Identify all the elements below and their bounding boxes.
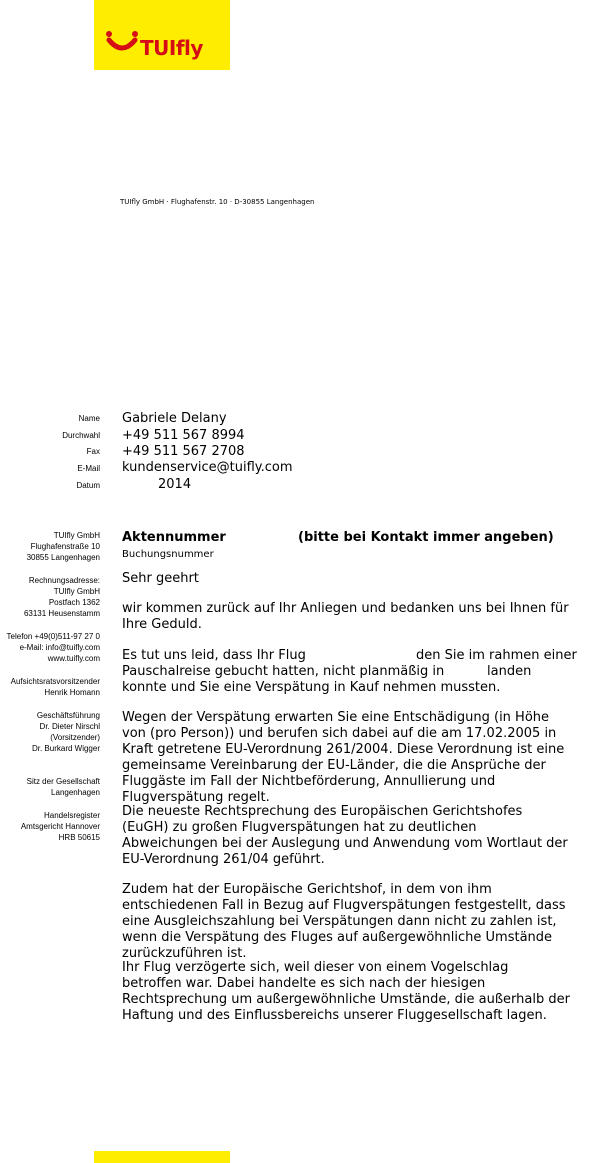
sidebar-line: Dr. Burkard Wigger: [31, 744, 100, 753]
sidebar-supervisory: [0, 676, 100, 698]
datum-label: Datum: [76, 481, 100, 490]
sidebar-line: Rechnungsadresse:: [28, 576, 100, 585]
sidebar-line: Postfach 1362: [48, 598, 100, 607]
paragraph-2-part-1: Es tut uns leid, dass Ihr Flug: [122, 648, 306, 663]
name-value: Gabriele Delany: [122, 411, 227, 426]
paragraph-4: Die neueste Rechtsprechung des Europäischen Gerichtshofes (EuGH) zu großen Flugverspätungen hat zu deutlichen Abweichungen bei der Auslegung und Anwendung vom Wortlaut der EU-Verordnung 261/04 geführt.: [122, 804, 568, 867]
sidebar-line: Langenhagen: [51, 788, 100, 797]
datum-value: 2014: [158, 477, 192, 492]
durchwahl-value: +49 511 567 8994: [122, 428, 245, 443]
sidebar-line: Handelsregister: [43, 811, 100, 820]
tui-smile-icon: [105, 30, 139, 52]
sidebar-line: Dr. Dieter Nirschl: [39, 722, 100, 731]
sidebar-line: 63131 Heusenstamm: [23, 609, 100, 618]
paragraph-5: Zudem hat der Europäische Gerichtshof, in dem von ihm entschiedenen Fall in Bezug auf Flugverspätungen festgestellt, dass eine Ausgleichszahlung bei Verspätungen dann nicht zu zahlen ist, wenn die Verspätung des Fluges auf außergewöhnliche Umstände zurückzuführen ist.: [122, 882, 566, 961]
aktennummer-note: (bitte bei Kontakt immer angeben): [298, 530, 554, 545]
sidebar-line: www.tuifly.com: [47, 654, 100, 663]
sidebar-line: Sitz der Gesellschaft: [26, 777, 100, 786]
sidebar-line: TUIfly GmbH: [53, 587, 100, 596]
sidebar-line: Henrik Homann: [44, 688, 100, 697]
sidebar-line: Geschäftsführung: [36, 711, 100, 720]
sidebar-billing: [0, 575, 100, 619]
sidebar-management: [0, 710, 100, 754]
name-label: Name: [78, 414, 100, 423]
sidebar-line: Aufsichtsratsvorsitzender: [10, 677, 100, 686]
salutation: Sehr geehrt: [122, 571, 199, 586]
sidebar-contact: [0, 631, 100, 664]
return-address: TUIfly GmbH · Flughafenstr. 10 · D-30855 Langenhagen: [120, 198, 315, 206]
paragraph-6: Ihr Flug verzögerte sich, weil dieser von einem Vogelschlag betroffen war. Dabei handelte es sich nach der hiesigen Rechtsprechung um außergewöhnliche Umstände, die außerhalb der Haftung und des Einflussbereichs unserer Fluggesellschaft lagen.: [122, 960, 570, 1023]
footer-brand-bar: [94, 1151, 230, 1163]
paragraph-2-part-3: Pauschalreise gebucht hatten, nicht planmäßig in: [122, 664, 445, 679]
paragraph-2-part-4: landen: [487, 664, 532, 679]
paragraph-2-part-5: konnte und Sie eine Verspätung in Kauf nehmen mussten.: [122, 680, 501, 695]
sidebar-line: HRB 50615: [58, 833, 100, 842]
paragraph-1: wir kommen zurück auf Ihr Anliegen und bedanken uns bei Ihnen für Ihre Geduld.: [122, 601, 569, 632]
brand-wordmark: TUIfly: [140, 36, 203, 60]
sidebar-line: Telefon +49(0)511-97 27 0: [6, 632, 100, 641]
sidebar-line: TUIfly GmbH: [53, 531, 100, 540]
sidebar-register: [0, 810, 100, 843]
fax-label: Fax: [86, 447, 100, 456]
aktennummer-label: Aktennummer: [122, 530, 226, 545]
sidebar-line: e-Mail: info@tuifly.com: [19, 643, 100, 652]
email-label: E-Mail: [77, 464, 100, 473]
sidebar-company: [0, 530, 100, 563]
paragraph-3: Wegen der Verspätung erwarten Sie eine Entschädigung (in Höhe von (pro Person)) und berufen sich dabei auf die am 17.02.2005 in Kraft getretene EU-Verordnung 261/2004. Diese Verordnung ist eine gemeinsame Vereinbarung der EU-Länder, die die Ansprüche der Fluggäste im Fall der Nichtbeförderung, Annullierung und Flugverspätung regelt.: [122, 710, 565, 805]
durchwahl-label: Durchwahl: [62, 431, 100, 440]
sidebar-line: (Vorsitzender): [50, 733, 100, 742]
paragraph-2-part-2: den Sie im rahmen einer: [416, 648, 577, 663]
tuifly-logo: [94, 0, 230, 70]
email-value: kundenservice@tuifly.com: [122, 460, 293, 475]
sidebar-seat: [0, 776, 100, 798]
sidebar-line: Flughafenstraße 10: [30, 542, 100, 551]
buchungsnummer-label: Buchungsnummer: [122, 549, 214, 560]
sidebar-line: 30855 Langenhagen: [26, 553, 100, 562]
sidebar-line: Amtsgericht Hannover: [20, 822, 100, 831]
fax-value: +49 511 567 2708: [122, 444, 245, 459]
